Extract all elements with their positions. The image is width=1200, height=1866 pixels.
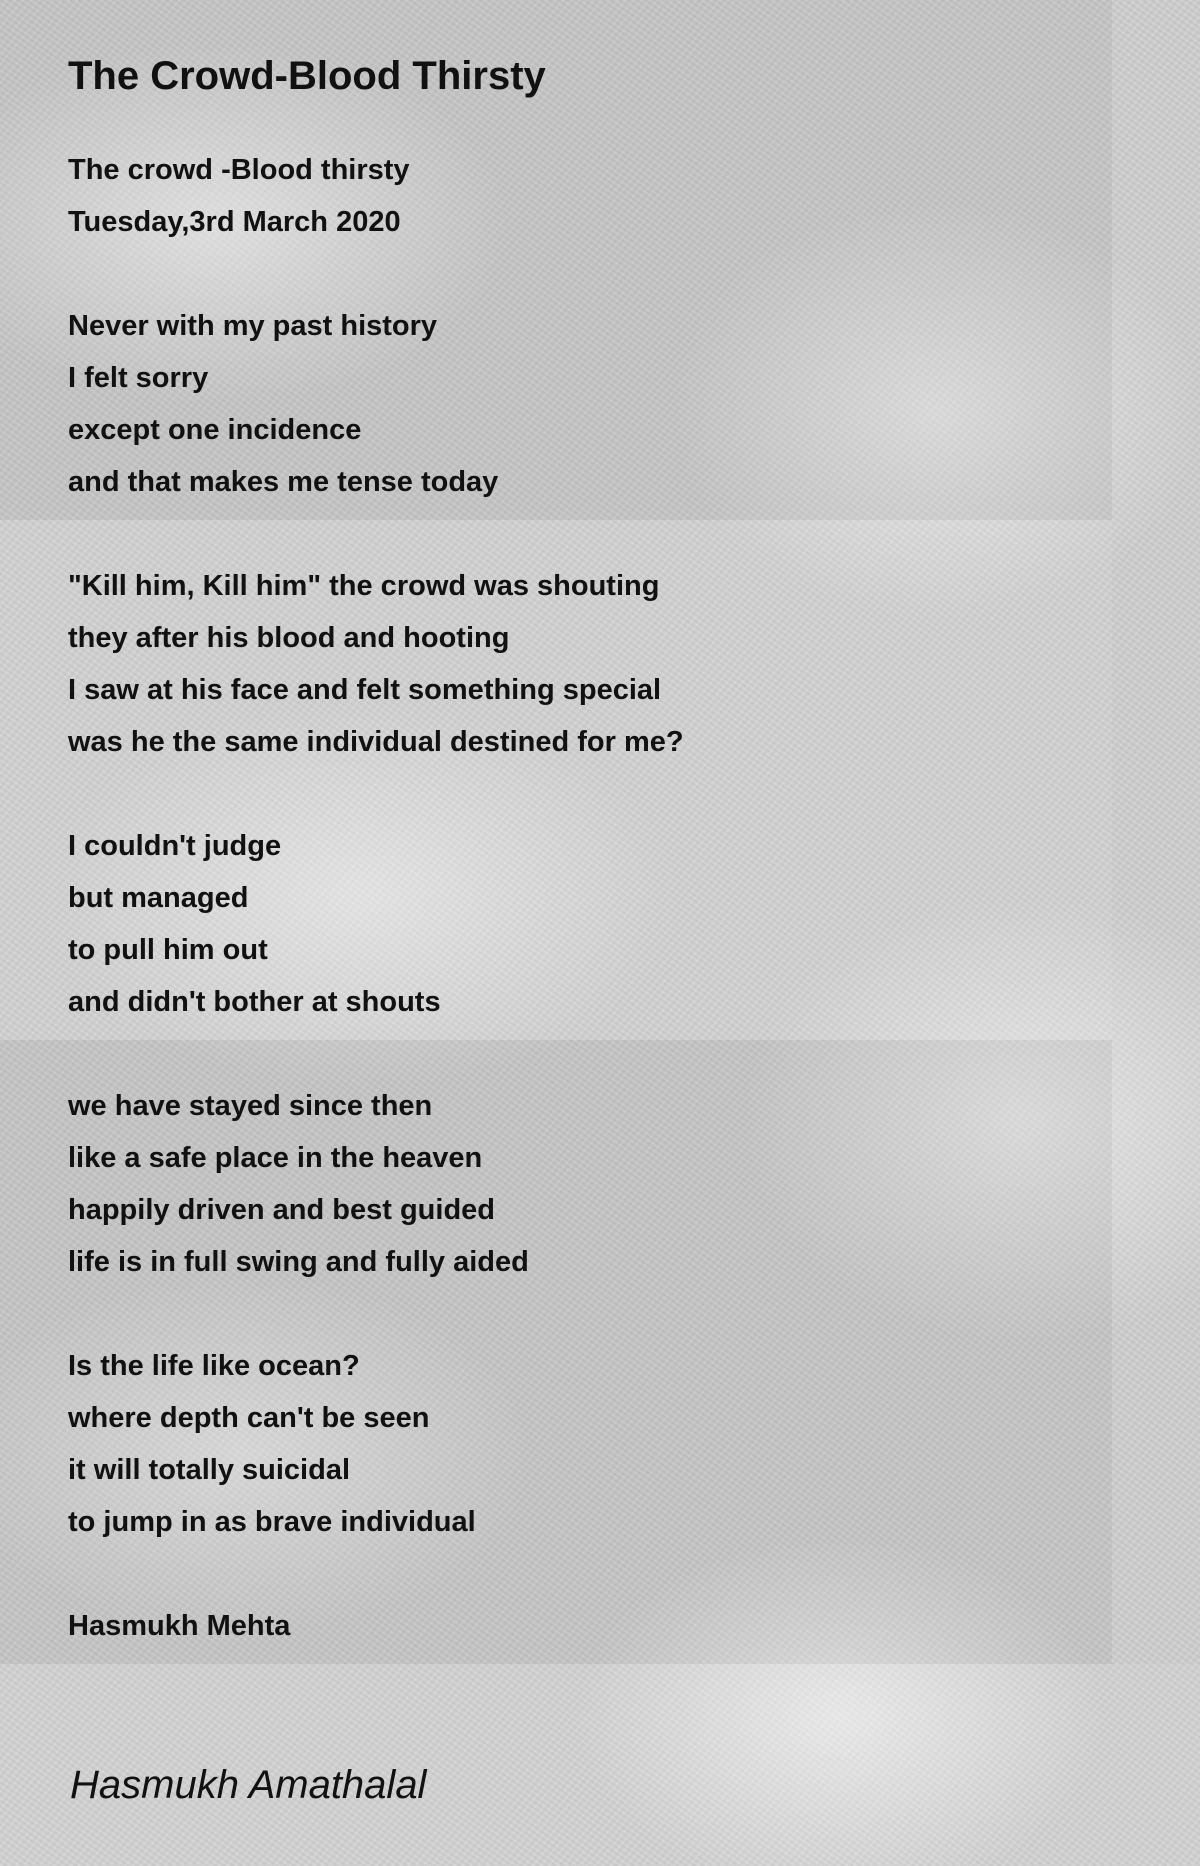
poem-line: I felt sorry: [68, 362, 209, 394]
poem-line: was he the same individual destined for me?: [68, 726, 684, 758]
poem-line: they after his blood and hooting: [68, 622, 510, 654]
author-signature: Hasmukh Amathalal: [70, 1763, 427, 1807]
poem-line: Never with my past history: [68, 310, 438, 342]
poem-line: where depth can't be seen: [68, 1402, 430, 1434]
poem-container: [68, 48, 1108, 1652]
poem-line: and didn't bother at shouts: [68, 986, 441, 1018]
poem-line: and that makes me tense today: [68, 466, 499, 498]
poem-line: we have stayed since then: [68, 1090, 433, 1122]
poem-line: life is in full swing and fully aided: [68, 1246, 529, 1278]
poem-line: like a safe place in the heaven: [68, 1142, 483, 1174]
poem-line: I saw at his face and felt something special: [68, 674, 662, 706]
poem-line: The crowd -Blood thirsty: [68, 154, 410, 186]
poem-line: except one incidence: [68, 414, 362, 446]
stanza-break: [68, 508, 1108, 560]
poem-line: I couldn't judge: [68, 830, 282, 862]
poem-line: Hasmukh Mehta: [68, 1610, 291, 1642]
stanza-break: [68, 768, 1108, 820]
poem-line: happily driven and best guided: [68, 1194, 495, 1226]
stanza-break: [68, 1288, 1108, 1340]
poem-line: but managed: [68, 882, 249, 914]
poem-line: Is the life like ocean?: [68, 1350, 360, 1382]
poem-line: "Kill him, Kill him" the crowd was shouting: [68, 570, 660, 602]
poem-line: to pull him out: [68, 934, 268, 966]
poem-body: [68, 144, 1108, 1652]
poem-line: it will totally suicidal: [68, 1454, 350, 1486]
stanza-break: [68, 1028, 1108, 1080]
poem-line: Tuesday,3rd March 2020: [68, 206, 401, 238]
stanza-break: [68, 248, 1108, 300]
poem-line: to jump in as brave individual: [68, 1506, 476, 1538]
stanza-break: [68, 1548, 1108, 1600]
poem-title: The Crowd-Blood Thirsty: [68, 54, 546, 98]
